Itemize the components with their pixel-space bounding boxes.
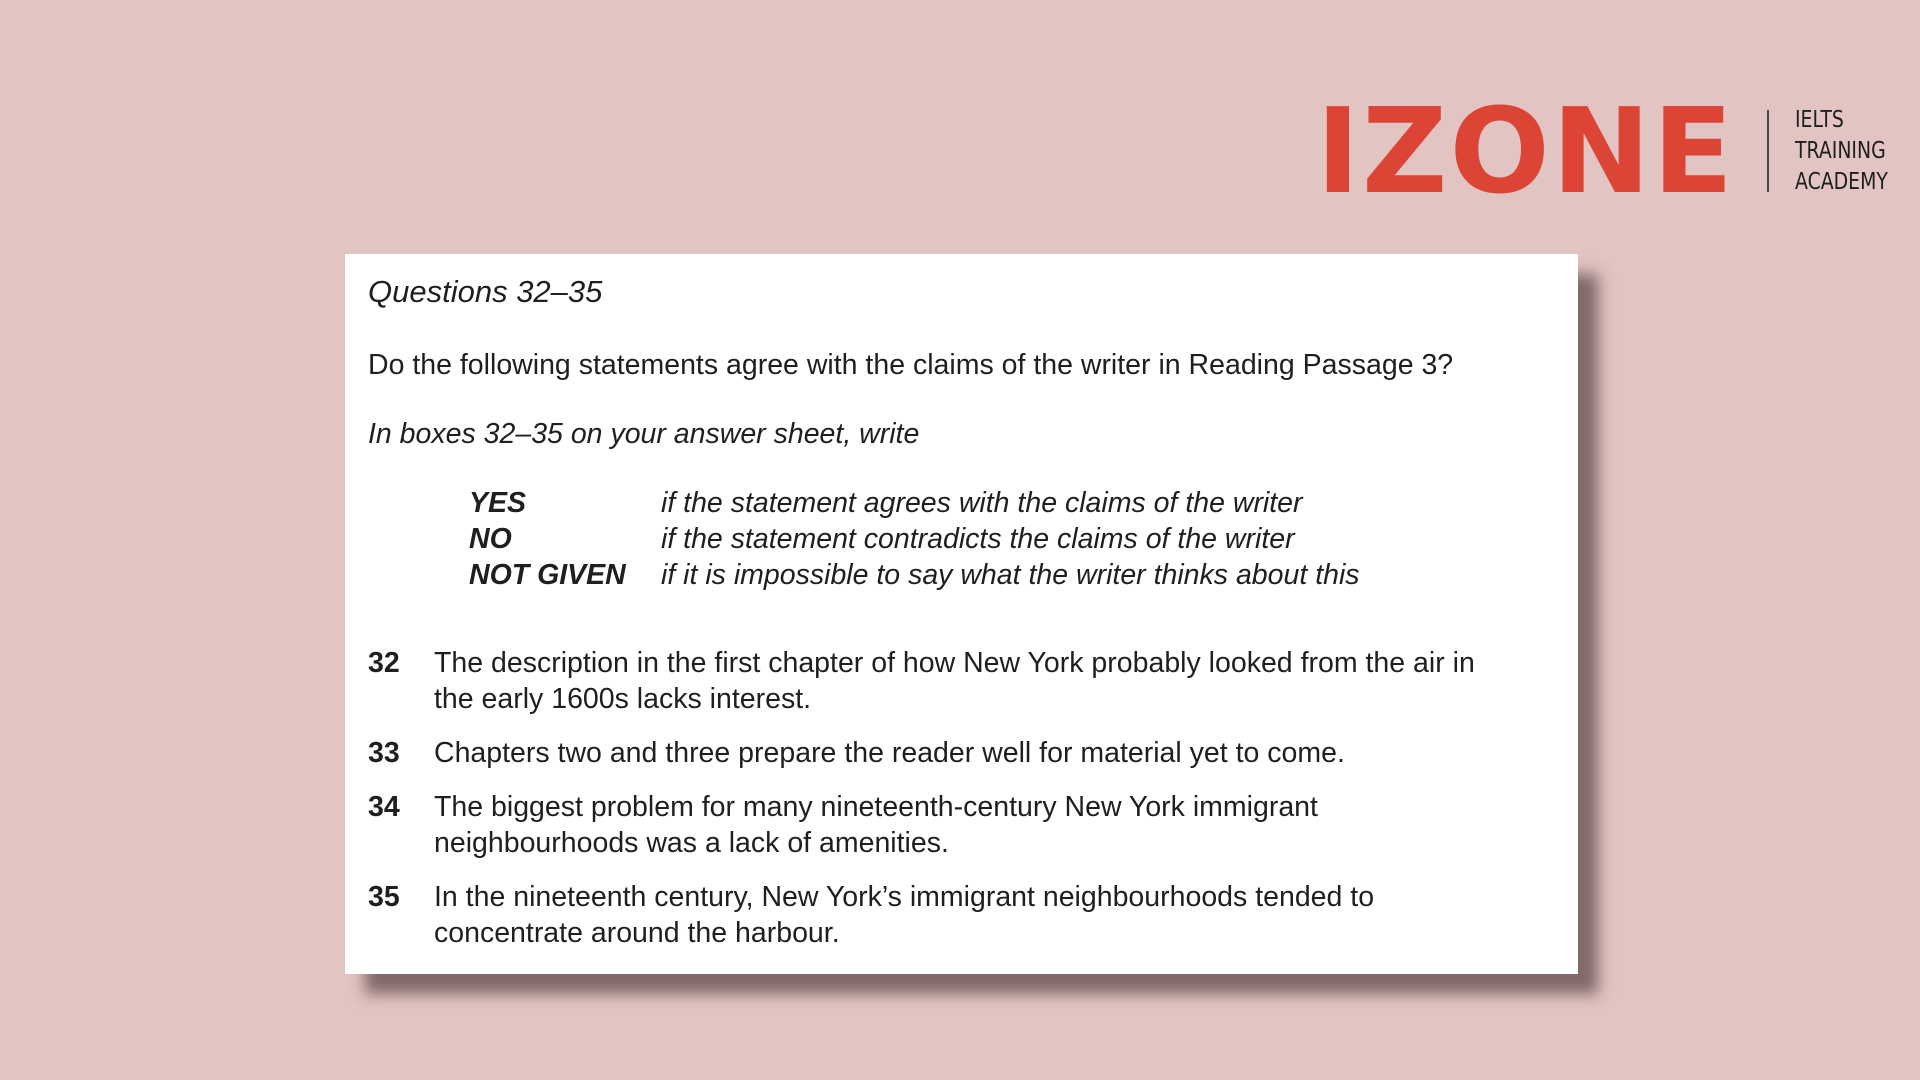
- legend-meaning: if it is impossible to say what the writer thinks about this: [661, 559, 1360, 591]
- legend-key: NO: [469, 523, 512, 555]
- legend-key: YES: [469, 487, 527, 519]
- statement-33: [368, 735, 1554, 771]
- statement-number: 33: [368, 737, 400, 769]
- brand-tagline-line: ACADEMY: [1795, 168, 1889, 195]
- statement-32: [368, 645, 1554, 717]
- legend-meaning: if the statement contradicts the claims of the writer: [661, 523, 1295, 555]
- statement-line: concentrate around the harbour.: [434, 917, 840, 949]
- statement-35: [368, 879, 1554, 951]
- statement-line: neighbourhoods was a lack of amenities.: [434, 827, 949, 859]
- legend-key: NOT GIVEN: [469, 559, 626, 591]
- legend-row-no: [469, 521, 1554, 557]
- questions-title: Questions 32–35: [368, 274, 603, 309]
- statement-text: [434, 645, 1554, 717]
- brand-tagline-line: TRAINING: [1795, 137, 1886, 164]
- brand-name: IZONE: [1316, 82, 1736, 220]
- statement-number: 34: [368, 791, 400, 823]
- statement-list: [368, 645, 1554, 951]
- answer-legend: [469, 485, 1554, 593]
- statement-line: In the nineteenth century, New York’s immigrant neighbourhoods tended to: [434, 881, 1375, 913]
- brand-logo: [1316, 82, 1908, 220]
- statement-line: the early 1600s lacks interest.: [434, 683, 812, 715]
- legend-row-not-given: [469, 557, 1554, 593]
- brand-tagline: [1795, 105, 1888, 198]
- statement-34: [368, 789, 1554, 861]
- questions-instruction: Do the following statements agree with the claims of the writer in Reading Passage 3?: [368, 349, 1454, 381]
- statement-number: 35: [368, 881, 400, 913]
- brand-tagline-line: IELTS: [1795, 106, 1845, 133]
- legend-meaning: if the statement agrees with the claims of the writer: [661, 487, 1303, 519]
- statement-line: Chapters two and three prepare the reader well for material yet to come.: [434, 737, 1345, 769]
- questions-sub-instruction: In boxes 32–35 on your answer sheet, write: [368, 418, 920, 450]
- statement-number: 32: [368, 647, 400, 679]
- brand-divider: [1767, 110, 1769, 192]
- statement-line: The description in the first chapter of how New York probably looked from the air in: [434, 647, 1475, 679]
- statement-text: [434, 789, 1554, 861]
- statement-text: [434, 735, 1554, 771]
- statement-line: The biggest problem for many nineteenth-century New York immigrant: [434, 791, 1318, 823]
- legend-row-yes: [469, 485, 1554, 521]
- statement-text: [434, 879, 1554, 951]
- question-card: [345, 254, 1578, 974]
